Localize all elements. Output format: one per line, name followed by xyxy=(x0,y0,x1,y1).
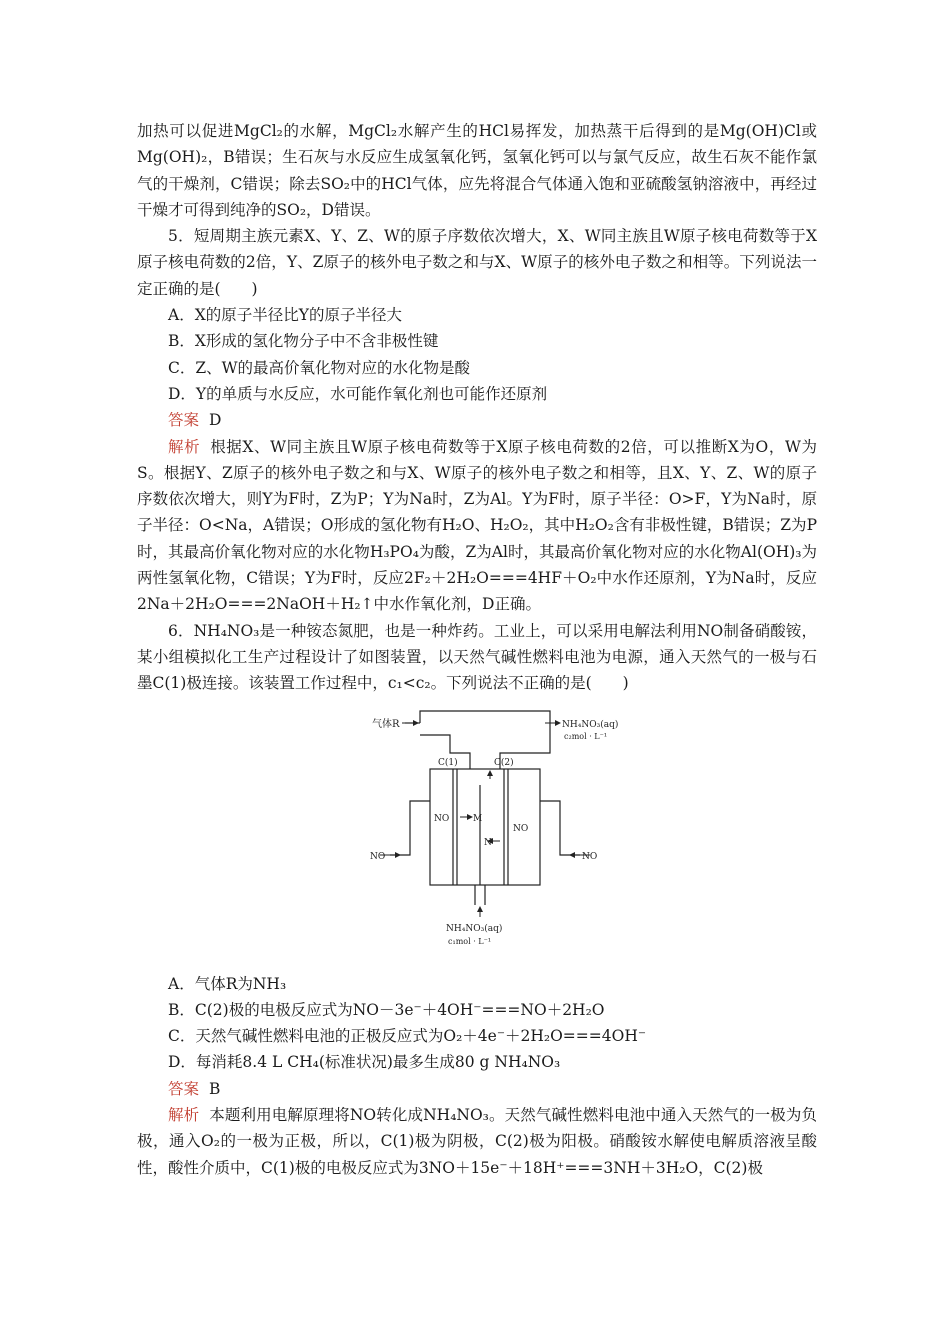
question-6-analysis xyxy=(137,1102,817,1181)
inlet-bottom-label: NH₄NO₃(aq) xyxy=(446,923,503,934)
electrolysis-svg xyxy=(370,705,619,961)
answer-value: B xyxy=(209,1079,221,1098)
analysis-label: 解析 xyxy=(168,1106,200,1125)
no-inlet-right: NO xyxy=(582,851,598,862)
question-6-stem: 6．NH₄NO₃是一种铵态氮肥，也是一种炸药。工业上，可以采用电解法利用NO制备硝酸铵，某小组模拟化工生产过程设计了如图装置，以天然气碱性燃料电池为电源，通入天然气的一极与石墨C(1)极连接。该装置工作过程中，c₁<c₂。下列说法不正确的是( ) xyxy=(137,621,817,693)
question-5-analysis xyxy=(137,434,817,618)
question-5-option-d: D．Y的单质与水反应，水可能作氧化剂也可能作还原剂 xyxy=(168,384,548,403)
analysis-text: 本题利用电解原理将NO转化成NH₄NO₃。天然气碱性燃料电池中通入天然气的一极为负极，通入O₂的一极为正极，所以，C(1)极为阴极，C(2)极为阳极。硝酸铵水解使电解质溶液呈酸性，酸性介质中，C(1)极的电极反应式为3NO＋15e⁻＋18H⁺===3NH＋3H₂O，C(2)极 xyxy=(137,1106,817,1177)
question-6-option-b: B．C(2)极的电极反应式为NO－3e⁻＋4OH⁻===NO＋2H₂O xyxy=(168,1000,605,1019)
analysis-text: 根据X、W同主族且W原子核电荷数等于X原子核电荷数的2倍，可以推断X为O，W为S。根据Y、Z原子的核外电子数之和与X、W原子的核外电子数之和相等，且X、Y、Z、W的原子序数依次增大，则Y为F时，Z为P；Y为Na时，Z为Al。Y为F时，原子半径：O>F，Y为Na时，原子半径：O<Na，A错误；O形成的氢化物有H₂O、H₂O₂，其中H₂O₂含有非极性键，B错误；Z为P时，其最高价氧化物对应的水化物H₃PO₄为酸，Z为Al时，其最高价氧化物对应的水化物Al(OH)₃为两性氢氧化物，C错误；Y为F时，反应2F₂＋2H₂O===4HF＋O₂中水作还原剂，Y为Na时，反应2Na＋2H₂O===2NaOH＋H₂↑中水作氧化剂，D正确。 xyxy=(137,437,817,614)
outlet-top-conc: c₂mol · L⁻¹ xyxy=(564,731,608,741)
question-6-option-c: C．天然气碱性燃料电池的正极反应式为O₂＋4e⁻＋2H₂O===4OH⁻ xyxy=(168,1027,647,1046)
no-inlet-left: NO xyxy=(370,851,386,862)
electrolysis-diagram xyxy=(137,705,817,965)
gas-r-label: 气体R xyxy=(372,718,400,730)
page-content xyxy=(137,118,817,1181)
inlet-bottom-conc: c₁mol · L⁻¹ xyxy=(448,936,492,946)
question-5-option-c: C．Z、W的最高价氧化物对应的水化物是酸 xyxy=(168,358,471,377)
question-6-answer xyxy=(137,1076,817,1102)
question-6-option-d: D．每消耗8.4 L CH₄(标准状况)最多生成80 g NH₄NO₃ xyxy=(168,1053,561,1072)
question-6-option-a: A．气体R为NH₃ xyxy=(168,974,287,993)
no-right-label: NO xyxy=(513,823,529,834)
analysis-label: 解析 xyxy=(168,437,201,456)
paragraph-q4-tail: 加热可以促进MgCl₂的水解，MgCl₂水解产生的HCl易挥发，加热蒸干后得到的是Mg(OH)Cl或Mg(OH)₂，B错误；生石灰与水反应生成氢氧化钙，氢氧化钙可以与氯气反应，故生石灰不能作氯气的干燥剂，C错误；除去SO₂中的HCl气体，应先将混合气体通入饱和亚硫酸氢钠溶液中，再经过干燥才可得到纯净的SO₂，D错误。 xyxy=(137,122,817,219)
c1-label: C(1) xyxy=(438,757,458,768)
answer-label: 答案 xyxy=(168,1079,200,1098)
question-5-option-b: B．X形成的氢化物分子中不含非极性键 xyxy=(168,332,439,351)
no-left-label: NO xyxy=(434,813,450,824)
n-label: N xyxy=(484,837,492,848)
answer-label: 答案 xyxy=(168,411,200,430)
outlet-top-label: NH₄NO₃(aq) xyxy=(562,719,619,730)
question-5-stem: 5．短周期主族元素X、Y、Z、W的原子序数依次增大，X、W同主族且W原子核电荷数等于X原子核电荷数的2倍，Y、Z原子的核外电子数之和与X、W原子的核外电子数之和相等。下列说法一定正确的是( ) xyxy=(137,227,817,298)
c2-label: C(2) xyxy=(494,757,514,768)
question-5-answer xyxy=(137,407,817,433)
m-label: M xyxy=(473,813,483,824)
answer-value: D xyxy=(209,411,222,430)
question-5-option-a: A．X的原子半径比Y的原子半径大 xyxy=(168,306,402,325)
